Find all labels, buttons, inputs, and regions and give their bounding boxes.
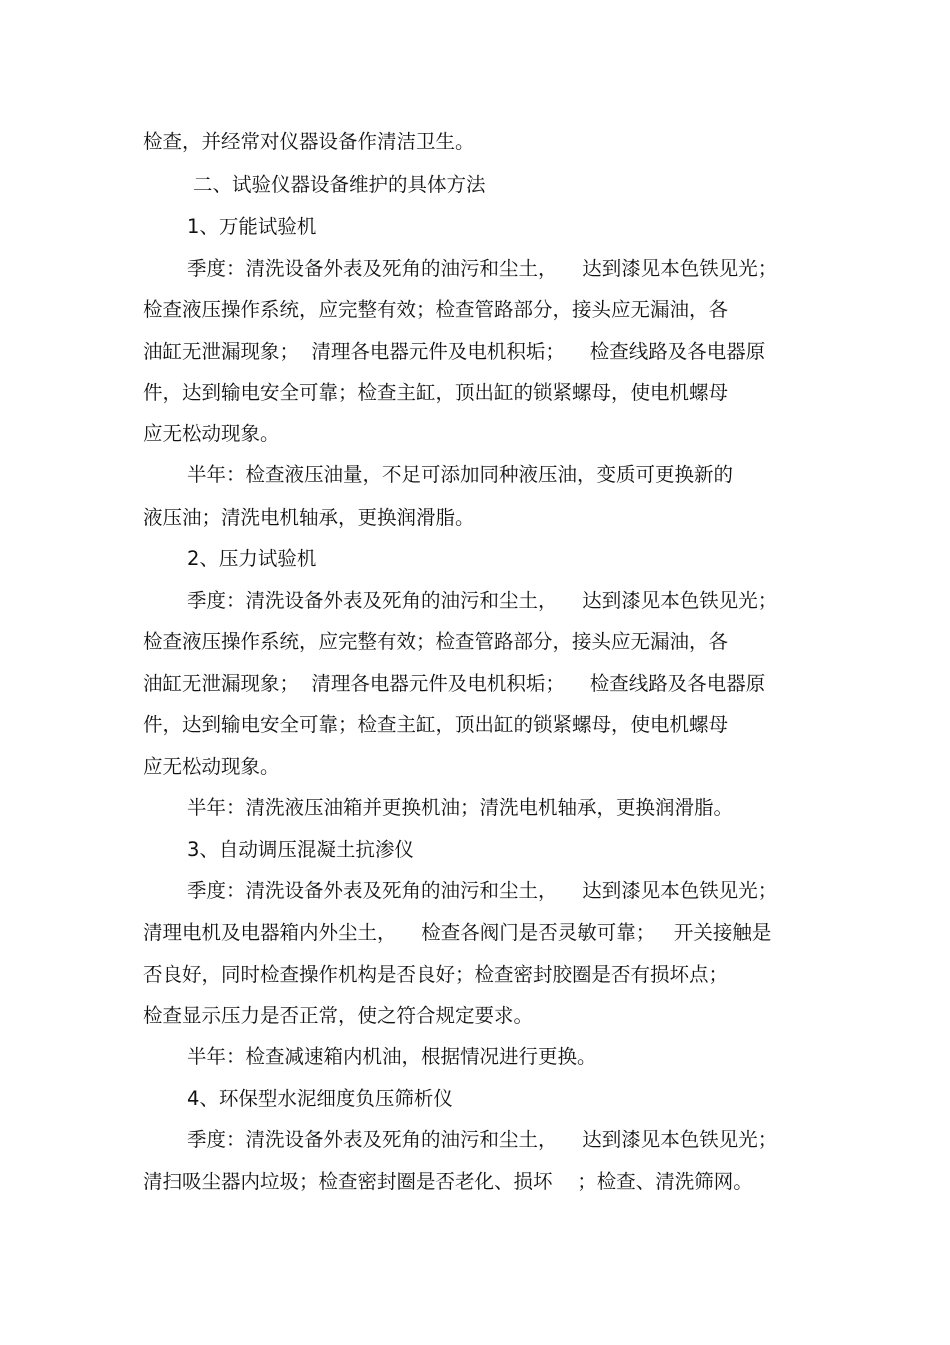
text-line: 件，达到输电安全可靠；检查主缸，顶出缸的锁紧螺母，使电机螺母 (143, 713, 729, 736)
text-line: 检查液压操作系统，应完整有效；检查管路部分，接头应无漏油，各 (143, 630, 729, 653)
text-line: 季度：清洗设备外表及死角的油污和尘土， 达到漆见本色铁见光； (187, 879, 778, 902)
subsection-heading: 1、万能试验机 (187, 215, 317, 238)
text-line: 液压油；清洗电机轴承，更换润滑脂。 (143, 506, 475, 529)
text-line: 油缸无泄漏现象； 清理各电器元件及电机积垢； 检查线路及各电器原 (143, 340, 766, 363)
text-line: 清理电机及电器箱内外尘土， 检查各阀门是否灵敏可靠； 开关接触是 (143, 921, 772, 944)
text-line: 检查，并经常对仪器设备作清洁卫生。 (143, 130, 475, 153)
text-line: 季度：清洗设备外表及死角的油污和尘土， 达到漆见本色铁见光； (187, 1128, 778, 1151)
text-line: 应无松动现象。 (143, 422, 280, 445)
text-line: 检查液压操作系统，应完整有效；检查管路部分，接头应无漏油，各 (143, 298, 729, 321)
text-line: 季度：清洗设备外表及死角的油污和尘土， 达到漆见本色铁见光； (187, 589, 778, 612)
text-line: 检查显示压力是否正常，使之符合规定要求。 (143, 1004, 534, 1027)
text-line: 否良好，同时检查操作机构是否良好；检查密封胶圈是否有损坏点； (143, 963, 729, 986)
text-line: 件，达到输电安全可靠；检查主缸，顶出缸的锁紧螺母，使电机螺母 (143, 381, 729, 404)
text-line: 半年：检查液压油量，不足可添加同种液压油，变质可更换新的 (187, 463, 734, 486)
text-line: 半年：清洗液压油箱并更换机油；清洗电机轴承，更换润滑脂。 (187, 796, 734, 819)
text-line: 季度：清洗设备外表及死角的油污和尘土， 达到漆见本色铁见光； (187, 257, 778, 280)
text-line: 清扫吸尘器内垃圾；检查密封圈是否老化、损坏 ；检查、清洗筛网。 (143, 1170, 753, 1193)
text-line: 油缸无泄漏现象； 清理各电器元件及电机积垢； 检查线路及各电器原 (143, 672, 766, 695)
text-line: 应无松动现象。 (143, 755, 280, 778)
text-line: 半年：检查减速箱内机油，根据情况进行更换。 (187, 1045, 597, 1068)
section-heading: 二、试验仪器设备维护的具体方法 (193, 173, 486, 196)
subsection-heading: 3、自动调压混凝土抗渗仪 (187, 838, 414, 861)
subsection-heading: 2、压力试验机 (187, 547, 317, 570)
subsection-heading: 4、环保型水泥细度负压筛析仪 (187, 1087, 453, 1110)
